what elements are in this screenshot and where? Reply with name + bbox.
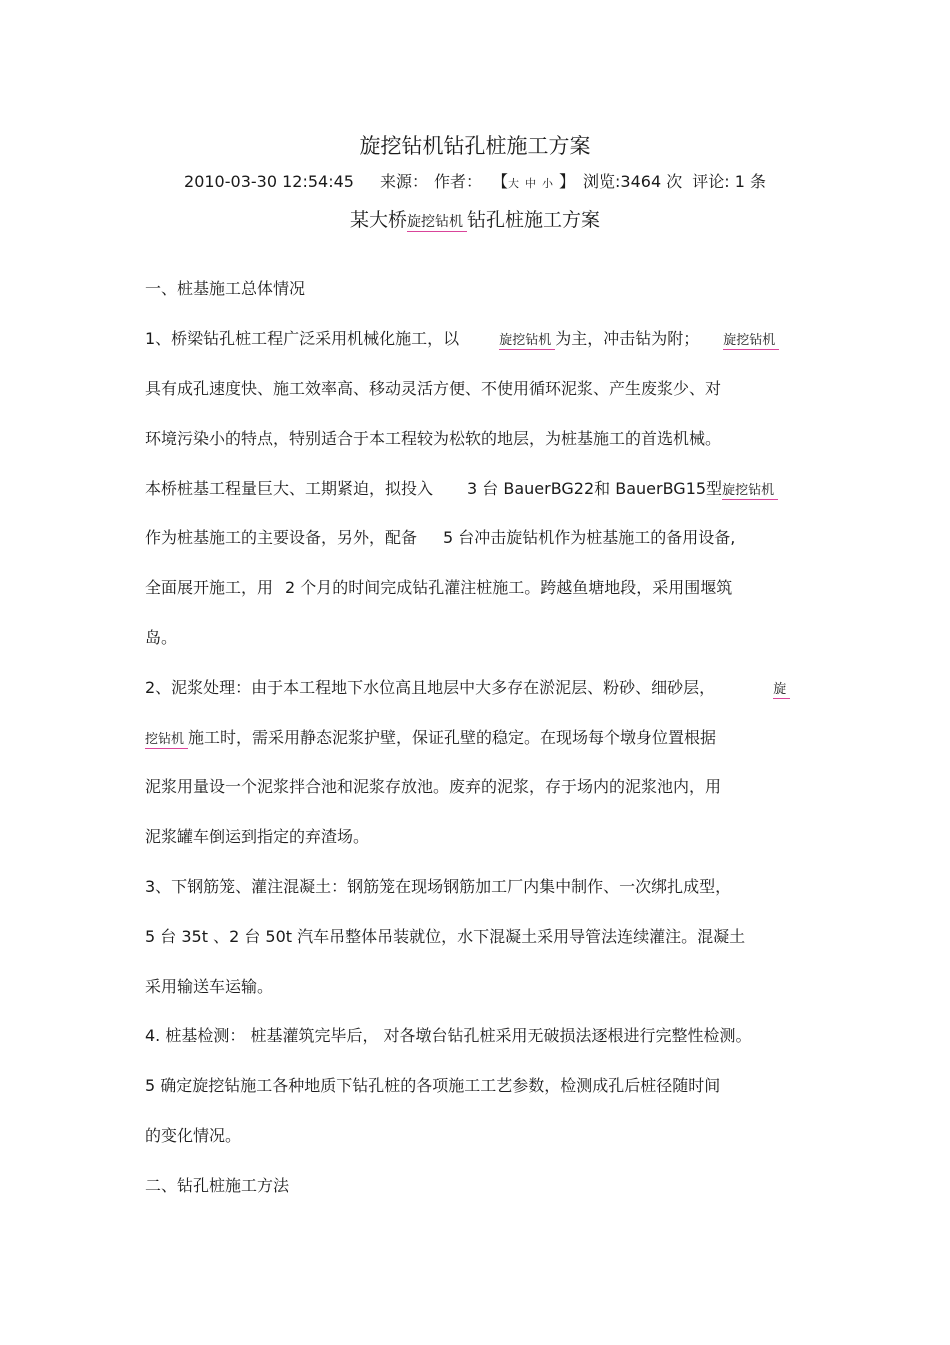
article-meta (0, 169, 950, 192)
font-size-medium-link[interactable]: 中 (525, 177, 542, 190)
font-size-large-link[interactable]: 大 (508, 177, 525, 190)
keyword-link[interactable]: 旋 (773, 682, 790, 699)
view-count: 浏览:3464 次 (583, 172, 683, 191)
paragraph-line: 环境污染小的特点，特别适合于本工程较为松软的地层，为桩基施工的首选机械。 (145, 429, 722, 448)
paragraph-line (145, 578, 732, 598)
font-size-bracket-close: 】 (559, 172, 576, 191)
subtitle-keyword-link[interactable]: 旋挖钻机 (407, 214, 467, 232)
keyword-link[interactable]: 旋挖钻机 (723, 333, 779, 350)
paragraph-line (145, 678, 790, 700)
keyword-link[interactable]: 旋挖钻机 (499, 333, 555, 350)
paragraph-line: 泥浆罐车倒运到指定的弃渣场。 (145, 827, 370, 846)
author-label: 作者： (433, 172, 482, 191)
paragraph-line: 3、下钢筋笼、灌注混凝土：钢筋笼在现场钢筋加工厂内集中制作、一次绑扎成型， (145, 877, 732, 896)
paragraph-line (145, 329, 779, 351)
text-span: 施工时，需采用静态泥浆护壁，保证孔壁的稳定。在现场每个墩身位置根据 (188, 728, 717, 747)
paragraph-line (145, 479, 778, 501)
subtitle-prefix: 某大桥 (349, 209, 407, 231)
source-label: 来源： (379, 172, 428, 191)
text-span: 3 台 BauerBG22和 BauerBG15型 (467, 479, 723, 498)
text-span: 2 个月的时间完成钻孔灌注桩施工。跨越鱼塘地段，采用围堰筑 (285, 578, 733, 597)
keyword-link[interactable]: 旋挖钻机 (722, 483, 778, 500)
text-span: 作为桩基施工的主要设备，另外，配备 (145, 528, 418, 547)
page-subtitle (0, 205, 950, 232)
font-size-bracket-open: 【 (491, 172, 508, 191)
paragraph-line: 具有成孔速度快、施工效率高、移动灵活方便、不使用循环泥浆、产生废浆少、对 (145, 379, 722, 398)
section-heading-1: 一、桩基施工总体情况 (145, 279, 306, 298)
paragraph-line: 4. 桩基检测： 桩基灌筑完毕后， 对各墩台钻孔桩采用无破损法逐根进行完整性检测。 (145, 1026, 752, 1045)
section-heading-2: 二、钻孔桩施工方法 (145, 1176, 290, 1195)
text-span: 为主，冲击钻为附； (555, 329, 700, 348)
paragraph-line: 泥浆用量设一个泥浆拌合池和泥浆存放池。废弃的泥浆，存于场内的泥浆池内，用 (145, 777, 722, 796)
comment-count: 评论: 1 条 (692, 172, 766, 191)
paragraph-line (145, 728, 716, 750)
paragraph-line: 采用输送车运输。 (145, 977, 274, 996)
page-title: 旋挖钻机钻孔桩施工方案 (359, 134, 591, 158)
publish-datetime: 2010-03-30 12:54:45 (184, 172, 354, 191)
text-span: 2、泥浆处理：由于本工程地下水位高且地层中大多存在淤泥层、粉砂、细砂层， (145, 678, 716, 697)
text-span: 5 台冲击旋钻机作为桩基施工的备用设备, (443, 528, 736, 547)
subtitle-suffix: 钻孔桩施工方案 (467, 209, 601, 231)
paragraph-line: 岛。 (145, 628, 178, 647)
paragraph-line: 5 台 35t 、2 台 50t 汽车吊整体吊装就位，水下混凝土采用导管法连续灌注。混凝土 (145, 927, 746, 946)
paragraph-line (145, 528, 735, 548)
text-span: 1、桥梁钻孔桩工程广泛采用机械化施工，以 (145, 329, 460, 348)
font-size-small-link[interactable]: 小 (542, 177, 559, 190)
paragraph-line: 的变化情况。 (145, 1126, 242, 1145)
keyword-link[interactable]: 挖钻机 (145, 732, 188, 749)
text-span: 本桥桩基工程量巨大、工期紧迫，拟投入 (145, 479, 434, 498)
paragraph-line: 5 确定旋挖钻施工各种地质下钻孔桩的各项施工工艺参数，检测成孔后桩径随时间 (145, 1076, 721, 1095)
text-span: 全面展开施工，用 (145, 578, 274, 597)
